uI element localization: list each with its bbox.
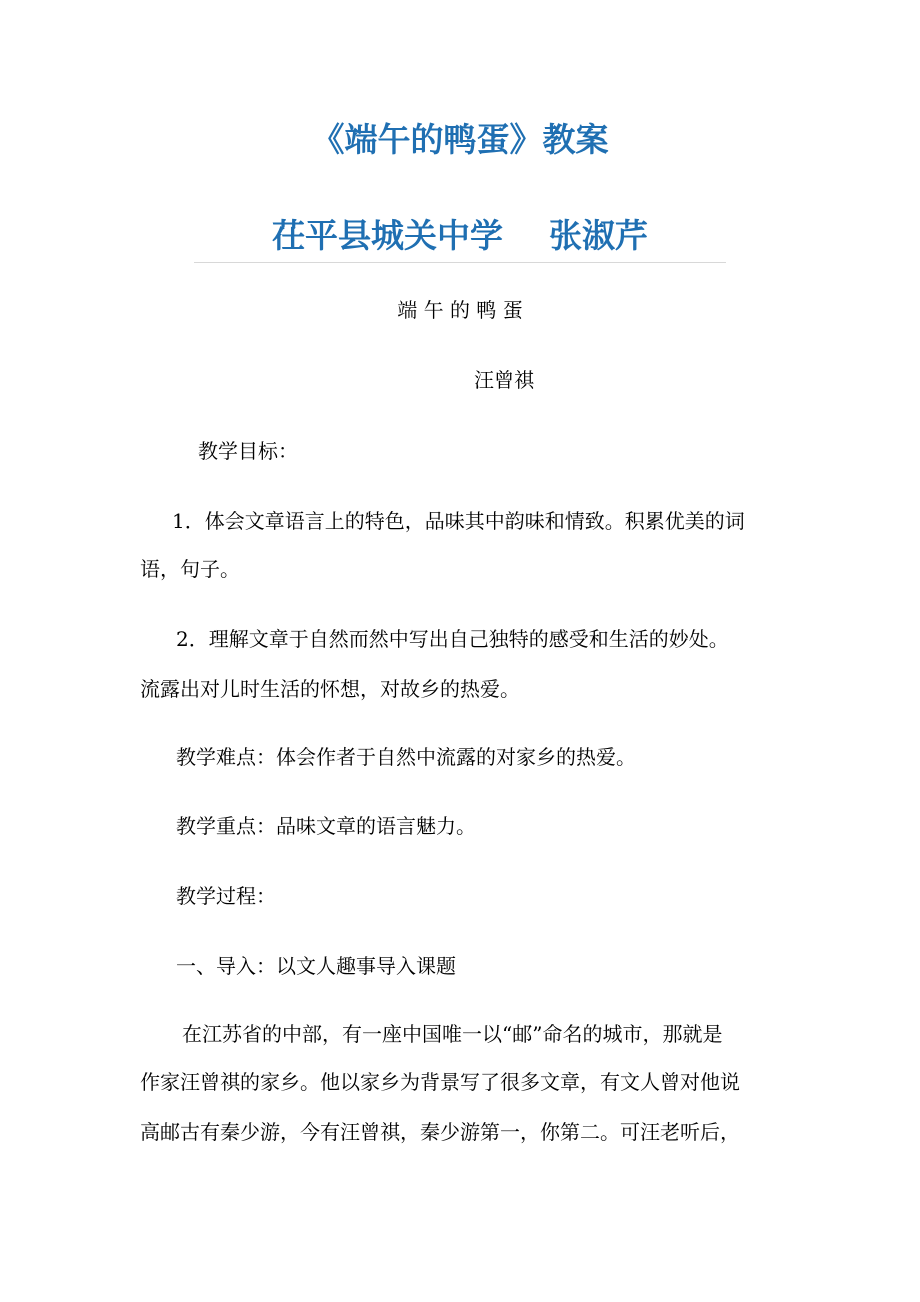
- objective-1-line-2: 语，句子。: [140, 557, 240, 581]
- essay-author: 汪曾祺: [474, 368, 534, 392]
- essay-title: 端 午 的 鸭 蛋: [397, 298, 523, 322]
- objective-1-line-1: 1．体会文章语言上的特色，品味其中韵味和情致。积累优美的词: [172, 509, 745, 533]
- paragraph-line-1: 在江苏省的中部，有一座中国唯一以“邮”命名的城市，那就是: [182, 1022, 723, 1046]
- teaching-difficulty: 教学难点：体会作者于自然中流露的对家乡的热爱。: [176, 745, 636, 769]
- objective-2-line-2: 流露出对儿时生活的怀想，对故乡的热爱。: [140, 677, 520, 701]
- objectives-heading: 教学目标：: [198, 439, 298, 463]
- author-line: 茌平县城关中学 张淑芹: [272, 216, 648, 255]
- paragraph-line-3: 高邮古有秦少游，今有汪曾祺，秦少游第一，你第二。可汪老听后，: [140, 1120, 740, 1144]
- paragraph-line-2: 作家汪曾祺的家乡。他以家乡为背景写了很多文章，有文人曾对他说: [140, 1070, 740, 1094]
- document-title: 《端午的鸭蛋》教案: [311, 120, 609, 159]
- process-heading: 教学过程：: [176, 884, 276, 908]
- teaching-key-point: 教学重点：品味文章的语言魅力。: [176, 814, 476, 838]
- section-1-heading: 一、导入：以文人趣事导入课题: [176, 954, 456, 978]
- header-divider: [194, 262, 726, 263]
- objective-2-line-1: 2．理解文章于自然而然中写出自己独特的感受和生活的妙处。: [176, 627, 729, 651]
